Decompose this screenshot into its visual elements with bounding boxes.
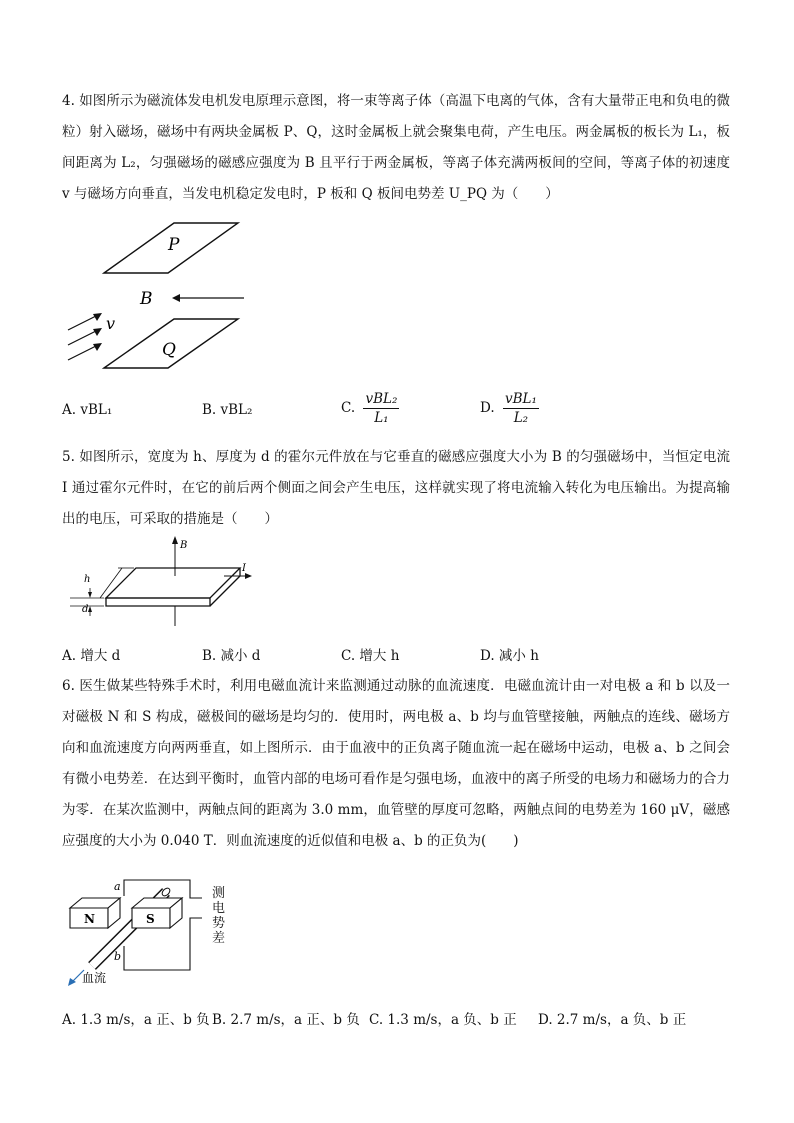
q6-option-d[interactable]: D. 2.7 m/s，a 负、b 正 <box>538 1012 687 1028</box>
field-b-label: B <box>180 540 188 551</box>
field-b-label: B <box>140 289 153 309</box>
q4-option-d[interactable] <box>480 390 539 427</box>
question-5-text: 5. 如图所示，宽度为 h、厚度为 d 的霍尔元件放在与它垂直的磁感应强度大小为 B 的匀强磁场中，当恒定电流 I 通过霍尔元件时，在它的前后两个侧面之间会产生电压，这样就实现了将电流输入转化为电压输出。为提高输出的电压，可采取的措施是（ ） <box>62 449 730 527</box>
flow-label: 血流 <box>82 971 107 985</box>
plate-p-label: P <box>168 235 180 255</box>
mhd-generator-figure <box>62 218 262 378</box>
plate-q-label: Q <box>162 340 176 360</box>
q5-option-a[interactable]: A. 增大 d <box>62 648 121 664</box>
q6-option-a[interactable]: A. 1.3 m/s，a 正、b 负 <box>62 1012 210 1028</box>
q5-option-c[interactable]: C. 增大 h <box>341 648 400 664</box>
q6-option-b[interactable]: B. 2.7 m/s，a 正、b 负 <box>212 1012 360 1028</box>
electrode-b-label: b <box>114 950 122 963</box>
q5-option-b[interactable]: B. 减小 d <box>202 648 261 664</box>
velocity-v-label: v <box>106 314 116 333</box>
electrode-a-label: a <box>114 880 121 893</box>
q4-option-c-label: C. <box>341 400 356 416</box>
q4-option-d-fraction <box>503 390 539 427</box>
q5-option-d[interactable]: D. 减小 h <box>480 648 539 664</box>
q6-option-c[interactable]: C. 1.3 m/s，a 负、b 正 <box>369 1012 517 1028</box>
current-i-label: I <box>242 563 246 574</box>
q4-option-c[interactable] <box>341 390 399 427</box>
q4-option-d-denominator: L₂ <box>513 410 529 426</box>
question-6-text: 6. 医生做某些特殊手术时，利用电磁血流计来监测通过动脉的血流速度．电磁血流计由一对电极 a 和 b 以及一对磁极 N 和 S 构成，磁极间的磁场是均匀的．使用时，两电极 a、b 均与血管壁接触，两触点的连线、磁场方向和血流速度方向两两垂直，如上图所示．由于血液中的正负离子随血流一起在磁场中运动，电极 a、b 之间会有微小电势差．在达到平衡时，血管内部的电场可看作是匀强电场，血液中的离子所受的电场力和磁场力的合力为零．在某次监测中，两触点间的距离为 3.0 mm，血管壁的厚度可忽略，两触点间的电势差为 160 μV，磁感应强度的大小为 0.040 T．则血流速度的近似值和电极 a、b 的正负为( ) <box>62 678 730 849</box>
q4-option-c-numerator: vBL₂ <box>365 391 398 407</box>
pole-s-label: S <box>146 912 155 926</box>
width-h-label: h <box>84 574 91 585</box>
q4-option-d-numerator: vBL₁ <box>504 391 537 407</box>
hall-element-figure <box>62 536 262 628</box>
potential-difference-label: 测电势差 <box>212 886 226 946</box>
pole-n-label: N <box>84 912 95 926</box>
thickness-d-label: d <box>82 604 89 615</box>
q4-option-d-label: D. <box>480 400 495 416</box>
q4-option-a[interactable]: A. vBL₁ <box>62 402 113 418</box>
q4-option-c-denominator: L₁ <box>374 410 389 426</box>
question-4-text: 4. 如图所示为磁流体发电机发电原理示意图，将一束等离子体（高温下电离的气体，含有大量带正电和负电的微粒）射入磁场，磁场中有两块金属板 P、Q，这时金属板上就会聚集电荷，产生电压。两金属板的板长为 L₁，板间距离为 L₂，匀强磁场的磁感应强度为 B 且平行于两金属板，等离子体充满两板间的空间，等离子体的初速度 v 与磁场方向垂直，当发电机稳定发电时，P 板和 Q 板间电势差 U_PQ 为（ ） <box>62 93 730 202</box>
q4-option-b[interactable]: B. vBL₂ <box>202 402 253 418</box>
q4-option-c-fraction <box>363 390 399 427</box>
